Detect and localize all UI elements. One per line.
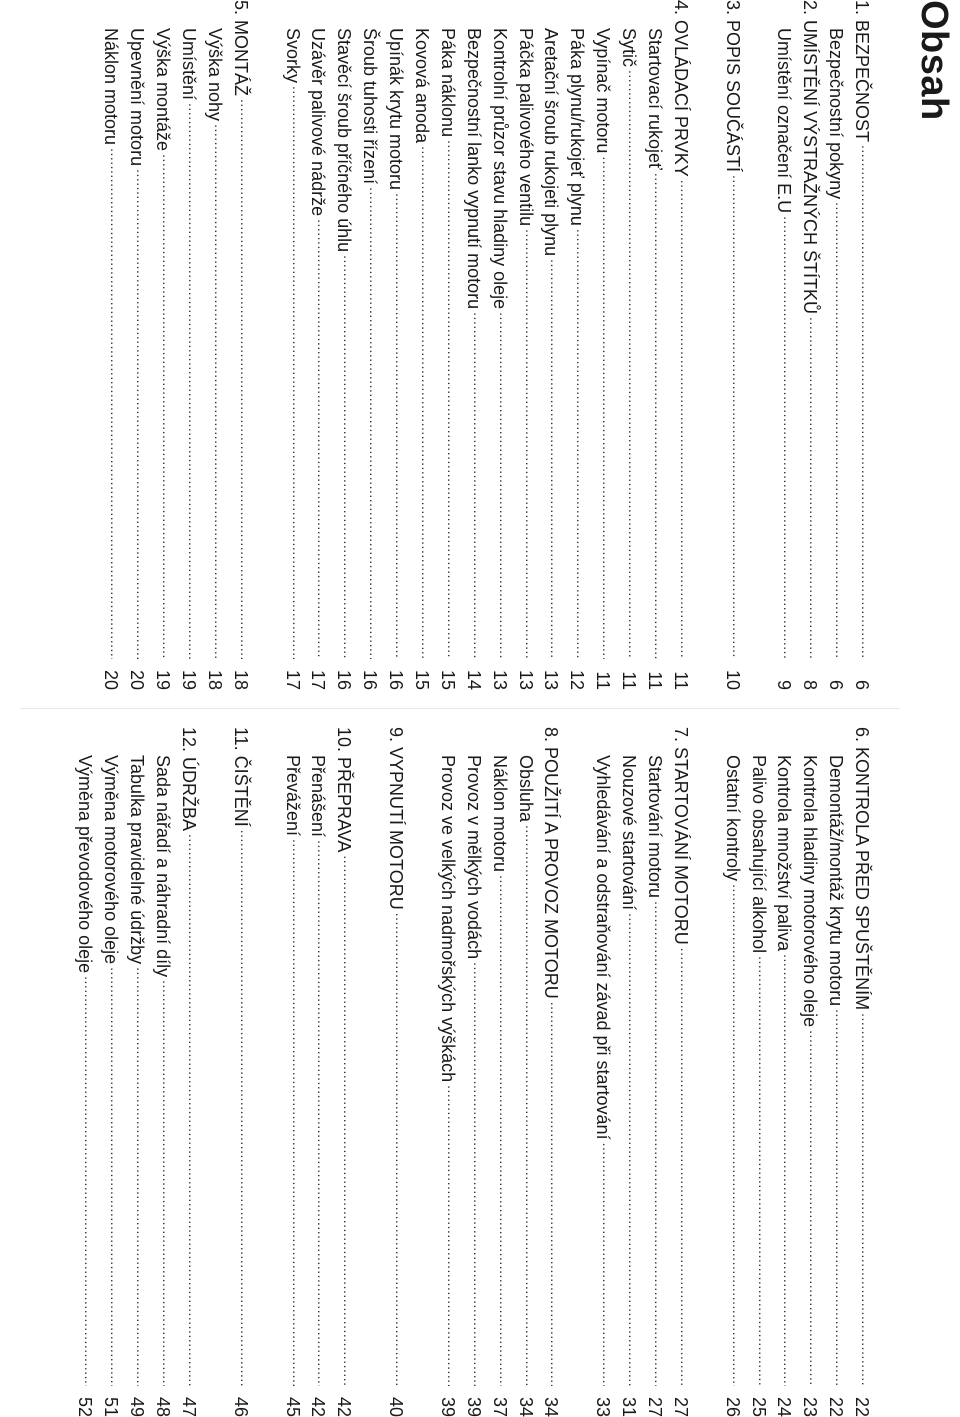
toc-subsection-entry[interactable]	[515, 727, 546, 1417]
toc-page-number: 11	[644, 671, 665, 690]
toc-subsection-entry[interactable]	[826, 727, 856, 1417]
dot-leader	[494, 312, 520, 659]
toc-entry-label: Nouzové startování	[619, 755, 640, 911]
toc-entry-label: Provoz v mělkých vodách	[463, 755, 484, 960]
toc-entry-label: Přenášení	[308, 755, 329, 838]
toc-page-number: 22	[826, 1396, 847, 1417]
toc-subsection-entry[interactable]	[153, 727, 183, 1417]
toc-subsection-entry[interactable]	[204, 0, 235, 690]
toc-subsection-entry[interactable]	[360, 0, 390, 690]
toc-entry-label: Vyhledávání a odstraňování závad při startování	[593, 755, 614, 1140]
toc-page-number: 14	[463, 669, 484, 690]
toc-entry-label: Provoz ve velkých nadmořských výškách	[437, 755, 458, 1083]
toc-entry-label: 7. STARTOVÁNÍ MOTORU	[670, 727, 691, 945]
dot-leader	[390, 193, 416, 659]
toc-subsection-entry[interactable]	[386, 0, 416, 690]
toc-page-number: 20	[127, 669, 148, 690]
dot-leader	[778, 216, 804, 659]
toc-entry-label: Startování motoru	[644, 755, 665, 899]
dot-leader	[520, 229, 546, 659]
toc-entry-label: Kovová anoda	[411, 28, 432, 144]
toc-entry-label: 3. POPIS SOUČÁSTÍ	[722, 0, 743, 173]
toc-subsection-entry[interactable]	[282, 727, 313, 1417]
toc-page-number: 52	[75, 1396, 96, 1417]
toc-subsection-entry[interactable]	[463, 0, 494, 690]
toc-page-number: 27	[644, 1396, 665, 1417]
dot-leader	[571, 229, 597, 659]
dot-leader	[235, 830, 261, 1386]
dot-leader	[649, 173, 675, 659]
toc-entry-label: Svorky	[282, 28, 303, 84]
dot-leader	[131, 169, 157, 659]
toc-entry-label: Uzávěr palivové nádrže	[308, 28, 329, 217]
toc-subsection-entry[interactable]	[800, 727, 830, 1417]
toc-page-number: 11	[619, 671, 640, 690]
toc-page-number: 47	[178, 1396, 199, 1417]
toc-page-number: 33	[593, 1396, 614, 1417]
toc-page-number: 25	[748, 1396, 769, 1417]
toc-page-number: 46	[230, 1396, 251, 1417]
toc-subsection-entry[interactable]	[722, 727, 753, 1417]
toc-page-number: 15	[411, 669, 432, 690]
dot-leader	[597, 156, 623, 659]
dot-leader	[778, 954, 804, 1386]
toc-page-number: 23	[800, 1396, 821, 1417]
toc-subsection-entry[interactable]	[644, 727, 675, 1417]
toc-page-number: 15	[437, 669, 458, 690]
dot-leader	[364, 187, 390, 659]
dot-leader	[183, 834, 209, 1386]
toc-section-entry[interactable]	[386, 727, 416, 1417]
toc-subsection-entry[interactable]	[153, 0, 183, 690]
toc-entry-label: 9. VYPNUTÍ MOTORU	[386, 727, 407, 910]
dot-leader	[468, 312, 494, 659]
toc-page-number: 6	[852, 679, 873, 690]
toc-entry-label: 5. MONTÁŽ	[230, 0, 251, 97]
toc-page-number: 10	[722, 669, 743, 690]
toc-spacer	[364, 727, 390, 1417]
toc-page-number: 22	[852, 1396, 873, 1417]
dot-leader	[157, 980, 183, 1386]
dot-leader	[183, 103, 209, 659]
toc-page-number: 16	[360, 669, 381, 690]
dot-leader	[105, 148, 131, 659]
toc-subsection-entry[interactable]	[593, 727, 623, 1417]
dot-leader	[545, 1002, 571, 1386]
toc-subsection-entry[interactable]	[567, 0, 597, 690]
dot-leader	[494, 875, 520, 1386]
toc-page-number: 45	[282, 1396, 303, 1417]
toc-subsection-entry[interactable]	[463, 727, 494, 1417]
toc-page-number: 39	[437, 1396, 458, 1417]
toc-column-left	[101, 0, 882, 690]
dot-leader	[830, 202, 856, 659]
toc-spacer	[701, 0, 727, 690]
toc-subsection-entry[interactable]	[411, 0, 442, 690]
dot-leader	[416, 146, 442, 659]
toc-spacer	[209, 727, 235, 1417]
toc-entry-label: Palivo obsahující alkohol	[748, 755, 769, 954]
dot-leader	[209, 124, 235, 659]
dot-leader	[235, 99, 261, 659]
dot-leader	[157, 154, 183, 659]
toc-page-number: 13	[541, 669, 562, 690]
page-title: Obsah	[913, 0, 955, 121]
toc-subsection-entry[interactable]	[127, 0, 157, 690]
dot-leader	[804, 317, 830, 659]
toc-page-number: 37	[489, 1396, 510, 1417]
toc-page-number: 26	[722, 1396, 743, 1417]
dot-leader	[545, 259, 571, 659]
toc-subsection-entry[interactable]	[308, 727, 338, 1417]
toc-spacer	[753, 0, 779, 690]
dot-leader	[623, 70, 649, 659]
toc-subsection-entry[interactable]	[437, 0, 468, 690]
toc-section-entry[interactable]	[230, 727, 261, 1417]
toc-subsection-entry[interactable]	[75, 727, 105, 1417]
toc-page-number: 20	[101, 669, 122, 690]
toc-page-number: 42	[308, 1396, 329, 1417]
toc-entry-label: Ostatní kontroly	[722, 755, 743, 882]
toc-page-number: 31	[619, 1396, 640, 1417]
toc-page-number: 40	[386, 1396, 407, 1417]
toc-page-number: 24	[774, 1396, 795, 1417]
toc-column-right	[75, 727, 882, 1417]
dot-leader	[338, 255, 364, 659]
dot-leader	[105, 967, 131, 1386]
toc-entry-label: 11. ČIŠTĚNÍ	[230, 727, 251, 827]
toc-page-number: 19	[178, 669, 199, 690]
toc-entry-label: Páčka palivového ventilu	[515, 28, 536, 227]
toc-entry-label: Páka náklonu	[437, 28, 458, 138]
toc-page-number: 17	[282, 669, 303, 690]
toc-page-number: 11	[593, 671, 614, 690]
toc-page-number: 18	[230, 669, 251, 690]
toc-page-number: 9	[774, 679, 795, 690]
toc-spacer	[261, 0, 287, 690]
toc-entry-label: Výměna motorového oleje	[101, 755, 122, 965]
toc-page-number: 13	[489, 669, 510, 690]
toc-page-number: 17	[308, 669, 329, 690]
dot-leader	[727, 175, 753, 659]
toc-page-number: 51	[101, 1396, 122, 1417]
toc-page-number: 13	[515, 669, 536, 690]
toc-entry-label: Náklon motoru	[101, 28, 122, 146]
toc-entry-label: 2. UMÍSTĚNÍ VÝSTRAŽNÝCH ŠTÍTKŮ	[800, 0, 821, 315]
dot-leader	[675, 948, 701, 1386]
toc-subsection-entry[interactable]	[774, 0, 804, 690]
dot-leader	[856, 1013, 882, 1386]
toc-page-number: 34	[541, 1396, 562, 1417]
toc-subsection-entry[interactable]	[826, 0, 856, 690]
toc-subsection-entry[interactable]	[619, 0, 649, 690]
toc-subsection-entry[interactable]	[127, 727, 157, 1417]
toc-section-entry[interactable]	[670, 0, 701, 690]
dot-leader	[79, 976, 105, 1386]
toc-subsection-entry[interactable]	[541, 0, 571, 690]
toc-subsection-entry[interactable]	[593, 0, 623, 690]
toc-subsection-entry[interactable]	[774, 727, 804, 1417]
dot-leader	[675, 180, 701, 659]
toc-entry-label: 6. KONTROLA PŘED SPUŠTĚNÍM	[852, 727, 873, 1011]
dot-leader	[649, 901, 675, 1386]
toc-page-number: 19	[153, 669, 174, 690]
toc-entry-label: 10. PŘEPRAVA	[334, 727, 355, 853]
toc-page-number: 39	[463, 1396, 484, 1417]
toc-subsection-entry[interactable]	[619, 727, 649, 1417]
toc-subsection-entry[interactable]	[489, 727, 520, 1417]
toc-section-entry[interactable]	[852, 727, 882, 1417]
toc-entry-label: Bezpečnostní pokyny	[826, 28, 847, 200]
toc-entry-label: Aretační šroub rukojeti plynu	[541, 28, 562, 257]
toc-subsection-entry[interactable]	[101, 0, 131, 690]
toc-page-number: 11	[670, 671, 691, 690]
toc-page-number: 48	[153, 1396, 174, 1417]
toc-entry-label: Kontrola hladiny motorového oleje	[800, 755, 821, 1028]
toc-entry-label: Sytič	[619, 28, 640, 68]
dot-leader	[623, 913, 649, 1386]
toc-entry-label: Tabulka pravidelné údržby	[127, 755, 148, 965]
dot-leader	[442, 140, 468, 659]
toc-page-number: 34	[515, 1396, 536, 1417]
toc-entry-label: Startovací rukojeť	[644, 28, 665, 170]
dot-leader	[520, 825, 546, 1386]
toc-entry-label: Výměna převodového oleje	[75, 755, 96, 974]
toc-entry-label: 12. ÚDRŽBA	[178, 727, 199, 832]
toc-entry-label: Obsluha	[515, 755, 536, 823]
toc-entry-label: Upevnění motoru	[127, 28, 148, 167]
toc-subsection-entry[interactable]	[437, 727, 468, 1417]
toc-entry-label: Vypínač motoru	[593, 28, 614, 154]
toc-subsection-entry[interactable]	[282, 0, 313, 690]
toc-spacer	[416, 727, 442, 1417]
toc-page-number: 18	[204, 669, 225, 690]
dot-leader	[753, 956, 779, 1386]
dot-leader	[856, 145, 882, 659]
toc-page-number: 8	[800, 679, 821, 690]
toc-entry-label: 8. POUŽITÍ A PROVOZ MOTORU	[541, 727, 562, 999]
toc-page-number: 42	[334, 1396, 355, 1417]
toc-subsection-entry[interactable]	[489, 0, 520, 690]
toc-spacer	[571, 727, 597, 1417]
toc-page-number: 6	[826, 679, 847, 690]
toc-subsection-entry[interactable]	[515, 0, 546, 690]
dot-leader	[830, 1009, 856, 1386]
dot-leader	[597, 1143, 623, 1386]
dot-leader	[287, 86, 313, 659]
toc-entry-label: Páka plynu/rukojeť plynu	[567, 28, 588, 226]
toc-entry-label: Převážení	[282, 755, 303, 837]
toc-subsection-entry[interactable]	[178, 0, 209, 690]
toc-page-number: 16	[386, 669, 407, 690]
toc-entry-label: Upínák krytu motoru	[386, 28, 407, 191]
toc-spacer	[261, 727, 287, 1417]
toc-section-entry[interactable]	[722, 0, 753, 690]
dot-leader	[804, 1030, 830, 1386]
toc-page-number: 12	[567, 669, 588, 690]
toc-subsection-entry[interactable]	[644, 0, 675, 690]
toc-subsection-entry[interactable]	[308, 0, 338, 690]
toc-entry-label: 4. OVLÁDACÍ PRVKY	[670, 0, 691, 177]
toc-spacer	[701, 727, 727, 1417]
toc-entry-label: Náklon motoru	[489, 755, 510, 873]
toc-entry-label: Bezpečnostní lanko vypnutí motoru	[463, 28, 484, 310]
toc-entry-label: Sada nářadí a náhradní díly	[153, 755, 174, 978]
toc-entry-label: Šroub tuhosti řízení	[360, 28, 381, 185]
dot-leader	[312, 840, 338, 1386]
column-divider	[20, 708, 900, 709]
dot-leader	[442, 1085, 468, 1386]
toc-subsection-entry[interactable]	[748, 727, 779, 1417]
toc-entry-label: Umístění	[178, 28, 199, 101]
dot-leader	[468, 962, 494, 1386]
toc-page-number: 27	[670, 1396, 691, 1417]
toc-section-entry[interactable]	[541, 727, 571, 1417]
toc-entry-label: Demontáž/montáž krytu motoru	[826, 755, 847, 1007]
toc-entry-label: Stavěcí šroub příčného úhlu	[334, 28, 355, 253]
toc-entry-label: Kontrolní průzor stavu hladiny oleje	[489, 28, 510, 310]
dot-leader	[727, 884, 753, 1386]
toc-entry-label: Výška nohy	[204, 28, 225, 122]
toc-section-entry[interactable]	[852, 0, 882, 690]
toc-section-entry[interactable]	[230, 0, 261, 690]
toc-subsection-entry[interactable]	[101, 727, 131, 1417]
toc-section-entry[interactable]	[178, 727, 209, 1417]
dot-leader	[338, 855, 364, 1386]
toc-page-number: 49	[127, 1396, 148, 1417]
toc-page-number: 16	[334, 669, 355, 690]
dot-leader	[131, 967, 157, 1386]
toc-subsection-entry[interactable]	[334, 0, 364, 690]
toc-entry-label: Výška montáže	[153, 28, 174, 152]
dot-leader	[312, 219, 338, 659]
toc-section-entry[interactable]	[334, 727, 364, 1417]
dot-leader	[287, 839, 313, 1386]
toc-section-entry[interactable]	[670, 727, 701, 1417]
dot-leader	[390, 913, 416, 1386]
toc-entry-label: Umístění označení E.U	[774, 28, 795, 214]
toc-entry-label: 1. BEZPEČNOST	[852, 0, 873, 143]
toc-section-entry[interactable]	[800, 0, 830, 690]
toc-entry-label: Kontrola množství paliva	[774, 755, 795, 952]
